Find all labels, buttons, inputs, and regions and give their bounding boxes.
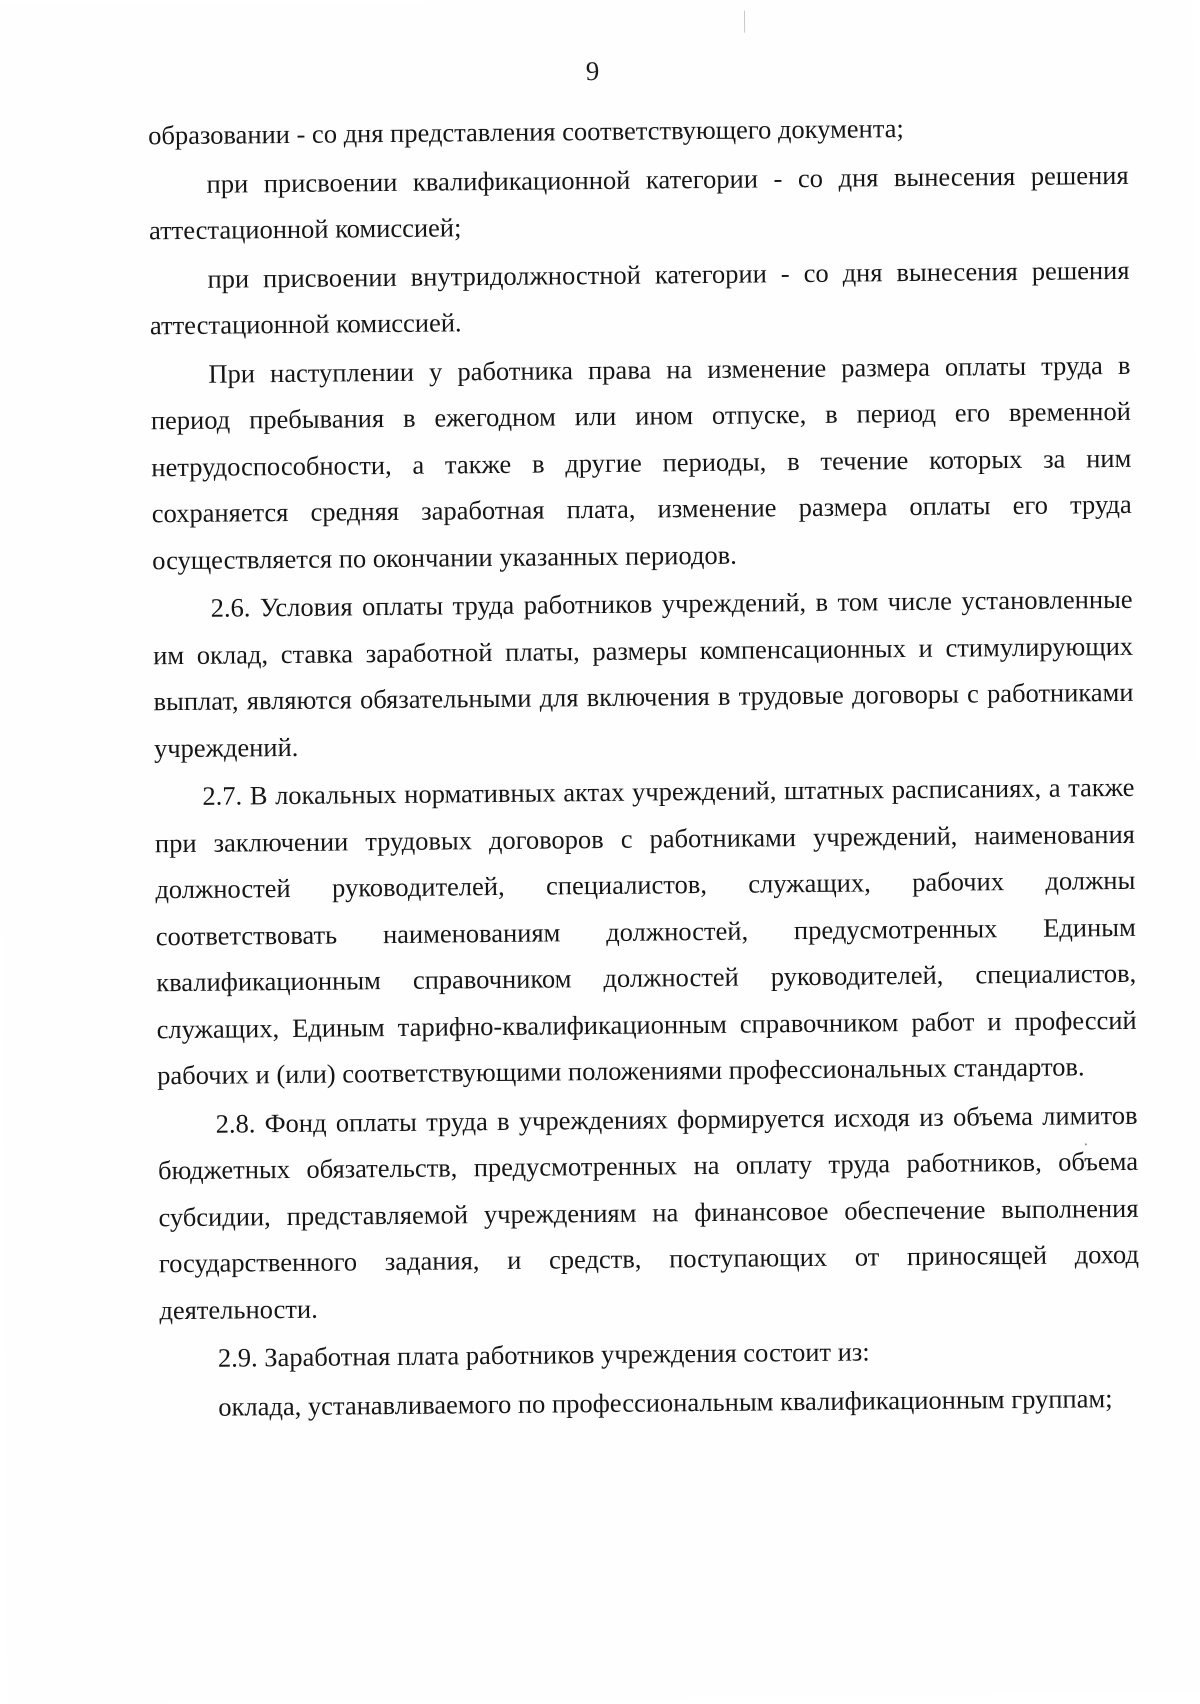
paragraph-continuation: образовании - со дня представления соответствующего документа; xyxy=(147,113,904,151)
scan-artifact-speck xyxy=(1085,1143,1087,1145)
paragraph-2-7: 2.7. В локальных нормативных актах учреждений, штатных расписаниях, а также при заключении трудовых договоров с работниками учреждений, наименования должностей руководителей, специалистов, служащих, рабочих должны соответствовать наименованиям должностей, предусмотренных Единым квалификационным справочником должностей руководителей, специалистов, служащих, Единым тарифно-квалификационным справочником работ и профессий рабочих и (или) соответствующими положениями профессиональных стандартов. xyxy=(154,771,1137,1091)
document-body xyxy=(148,103,1141,1432)
page-number: 9 xyxy=(585,55,600,87)
paragraph-leave-period: При наступлении у работника права на изменение размера оплаты труда в период пребывания в ежегодном или ином отпуске, в период его временной нетрудоспособности, а также в другие периоды, в течение которых за ним сохраняется средняя заработная плата, изменение размера оплаты его труда осуществляется по окончании указанных периодов. xyxy=(150,349,1132,575)
scan-artifact-line xyxy=(744,11,745,33)
paragraph-internal-category: при присвоении внутридолжностной категории - со дня вынесения решения аттестационной комиссией. xyxy=(149,254,1130,341)
paragraph-qualification-category: при присвоении квалификационной категории - со дня вынесения решения аттестационной комиссией; xyxy=(148,159,1129,246)
paragraph-2-8: 2.8. Фонд оплаты труда в учреждениях формируется исходя из объема лимитов бюджетных обязательств, предусмотренных на оплату труда работников, объема субсидии, представляемой учреждениям на финансовое обеспечение выполнения государственного задания, и средств, поступающих от приносящей доход деятельности. xyxy=(157,1099,1140,1325)
paragraph-2-9: 2.9. Заработная плата работников учреждения состоит из: xyxy=(217,1336,870,1373)
paragraph-salary-component: оклада, устанавливаемого по профессиональным квалификационным группам; xyxy=(218,1382,1113,1422)
paragraph-2-6: 2.6. Условия оплаты труда работников учреждений, в том числе установленные им оклад, ставка заработной платы, размеры компенсационных и стимулирующих выплат, являются обязательными для включения в трудовые договоры с работниками учреждений. xyxy=(152,583,1134,763)
